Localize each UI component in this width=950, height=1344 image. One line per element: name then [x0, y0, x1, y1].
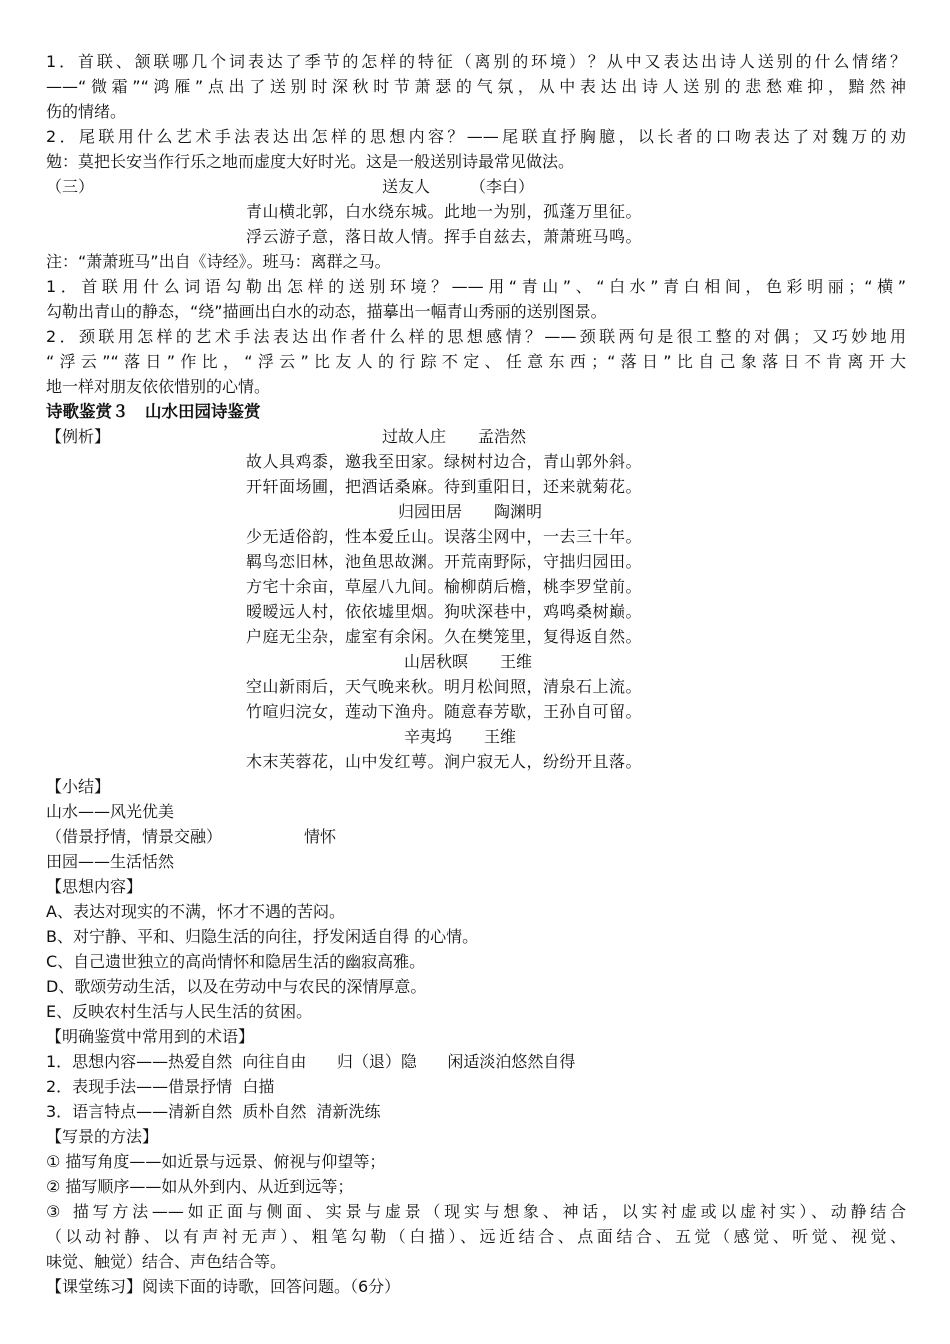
poem-line: 青山横北郭，白水绕东城。此地一为别，孤蓬万里征。 — [246, 202, 643, 221]
section-heading: 诗歌鉴赏３ 山水田园诗鉴赏 — [46, 402, 261, 421]
list-item: 味觉、触觉）结合、声色结合等。 — [46, 1252, 287, 1271]
note-line: 注：“萧萧班马”出自《诗经》。班马：离群之马。 — [46, 252, 391, 271]
poem-line: 开轩面场圃，把酒话桑麻。待到重阳日，还来就菊花。 — [246, 477, 643, 496]
text-line: 勾勒出青山的静态，“绕”描画出白水的动态，描摹出一幅青山秀丽的送别图景。 — [46, 302, 607, 321]
list-item: 3．语言特点——清新自然 质朴自然 清新洗练 — [46, 1102, 381, 1121]
subsection-heading: 【明确鉴赏中常用到的术语】 — [46, 1027, 255, 1046]
list-item: 2．表现手法——借景抒情 白描 — [46, 1077, 275, 1096]
subsection-heading: 【写景的方法】 — [46, 1127, 159, 1146]
poem-line: 暧暧远人村，依依墟里烟。狗吠深巷中，鸡鸣桑树巅。 — [246, 602, 643, 621]
text-line: （借景抒情，情景交融） — [46, 827, 223, 846]
poem-line: 羁鸟恋旧林，池鱼思故渊。开荒南野际，守拙归园田。 — [246, 552, 643, 571]
text-line: ——“微霜”“鸿雁”点出了送别时深秋时节萧瑟的气氛，从中表达出诗人送别的悲愁难抑，黯然神 — [46, 77, 906, 96]
list-item: B、对宁静、平和、归隐生活的向往，抒发闲适自得 的心情。 — [46, 927, 479, 946]
poem-line: 竹喧归浣女，莲动下渔舟。随意春芳歇，王孙自可留。 — [246, 702, 643, 721]
poem-line: 故人具鸡黍，邀我至田家。绿树村边合，青山郭外斜。 — [246, 452, 643, 471]
text-line: 1．首联、颔联哪几个词表达了季节的怎样的特征（离别的环境）？从中又表达出诗人送别的什么情绪？ — [46, 52, 906, 71]
poem-line: 方宅十余亩，草屋八九间。榆柳荫后檐，桃李罗堂前。 — [246, 577, 643, 596]
text-line: 田园——生活恬然 — [46, 852, 175, 871]
list-item: 1．思想内容——热爱自然 向往自由 归（退）隐 闲适淡泊悠然自得 — [46, 1052, 576, 1071]
list-item: ③ 描写方法——如正面与侧面、实景与虚景（现实与想象、神话，以实衬虚或以虚衬实）、动静结合 — [46, 1202, 906, 1221]
subsection-heading: 【思想内容】 — [46, 877, 143, 896]
poem-line: 木末芙蓉花，山中发红萼。涧户寂无人，纷纷开且落。 — [246, 752, 643, 771]
poem-line: 少无适俗韵，性本爱丘山。误落尘网中，一去三十年。 — [246, 527, 643, 546]
text-line: 2．颈联用怎样的艺术手法表达出作者什么样的思想感情？——颈联两句是很工整的对偶；又巧妙地用 — [46, 327, 906, 346]
poem-line: 空山新雨后，天气晚来秋。明月松间照，清泉石上流。 — [246, 677, 643, 696]
list-item: A、表达对现实的不满，怀才不遇的苦闷。 — [46, 902, 345, 921]
text-line: “浮云”“落日”作比，“浮云”比友人的行踪不定、任意东西；“落日”比自己象落日不肯离开大 — [46, 352, 906, 371]
poem-line: 户庭无尘杂，虚室有余闲。久在樊笼里，复得返自然。 — [246, 627, 643, 646]
subsection-heading: 【小结】 — [46, 777, 111, 796]
text-line: 伤的情绪。 — [46, 102, 127, 121]
text-line: 勉：莫把长安当作行乐之地而虚度大好时光。这是一般送别诗最常见做法。 — [46, 152, 575, 171]
poem-title: 送友人 （李白） — [382, 177, 535, 196]
text-line: 情怀 — [304, 827, 337, 846]
list-item: ② 描写顺序——如从外到内、从近到远等； — [46, 1177, 354, 1196]
text-line: 山水——风光优美 — [46, 802, 175, 821]
subsection-heading: 【例析】 — [46, 427, 111, 446]
poem-title: 山居秋暝 王维 — [404, 652, 533, 671]
text-line: 地一样对朋友依依惜别的心情。 — [46, 377, 271, 396]
poem-line: 浮云游子意，落日故人情。挥手自兹去，萧萧班马鸣。 — [246, 227, 643, 246]
poem-title: 辛夷坞 王维 — [404, 727, 517, 746]
text-line: 2．尾联用什么艺术手法表达出怎样的思想内容？——尾联直抒胸臆，以长者的口吻表达了对魏万的劝 — [46, 127, 906, 146]
section-number: （三） — [46, 177, 95, 196]
poem-title: 过故人庄 孟浩然 — [382, 427, 527, 446]
list-item: C、自己遗世独立的高尚情怀和隐居生活的幽寂高雅。 — [46, 952, 426, 971]
list-item: E、反映农村生活与人民生活的贫困。 — [46, 1002, 313, 1021]
list-item: （以动衬静、以有声衬无声）、粗笔勾勒（白描）、远近结合、点面结合、五觉（感觉、听觉、视觉、 — [46, 1227, 906, 1246]
list-item: D、歌颂劳动生活，以及在劳动中与农民的深情厚意。 — [46, 977, 427, 996]
text-line: 1．首联用什么词语勾勒出怎样的送别环境？——用“青山”、“白水”青白相间，色彩明丽；“横” — [46, 277, 906, 296]
exercise-heading: 【课堂练习】阅读下面的诗歌，回答问题。（6分） — [46, 1277, 401, 1296]
list-item: ① 描写角度——如近景与远景、俯视与仰望等； — [46, 1152, 386, 1171]
poem-title: 归园田居 陶渊明 — [398, 502, 543, 521]
